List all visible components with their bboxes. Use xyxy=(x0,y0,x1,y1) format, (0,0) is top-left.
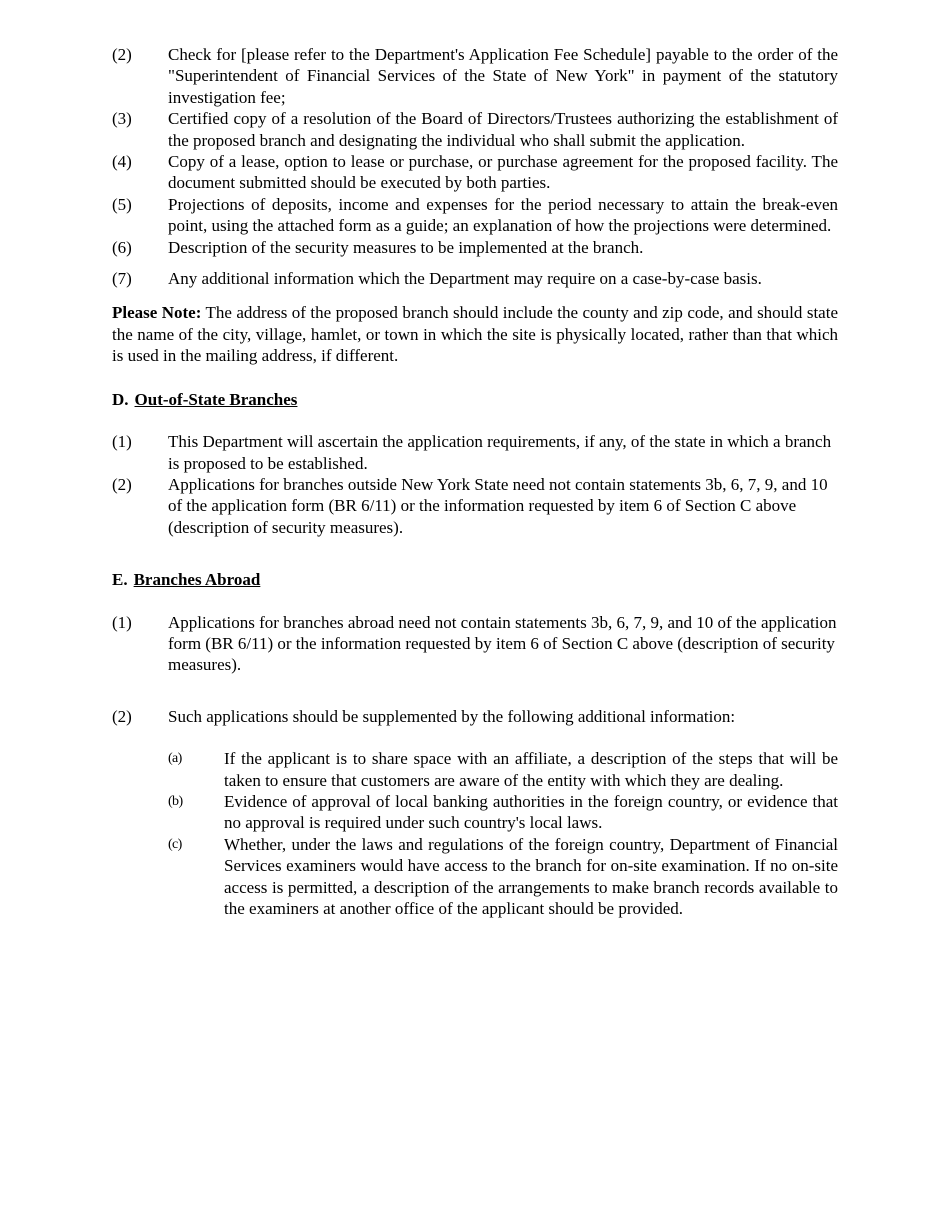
list-item-c2 xyxy=(112,44,838,108)
sub-list-item-b xyxy=(168,791,838,834)
item-number: (c) xyxy=(168,836,182,852)
section-letter: D. xyxy=(112,389,129,409)
item-number: (4) xyxy=(112,152,132,172)
document-page xyxy=(112,44,838,919)
list-item-e2 xyxy=(112,706,838,727)
item-number: (6) xyxy=(112,237,132,257)
item-text: Such applications should be supplemented by the following additional information: xyxy=(168,706,736,726)
item-number: (b) xyxy=(168,793,183,809)
item-text: If the applicant is to share space with an affiliate, a description of the steps that will be taken to ensure that customers are aware of the entity with which they are dealing. xyxy=(224,749,838,790)
section-heading-e xyxy=(112,569,838,590)
sub-list-item-c xyxy=(168,834,838,920)
section-title: Out-of-State Branches xyxy=(134,389,298,409)
item-text: This Department will ascertain the application requirements, if any, of the state in which a branch is proposed to be established. xyxy=(168,432,832,473)
item-text: Description of the security measures to be implemented at the branch. xyxy=(168,237,644,257)
item-number: (7) xyxy=(112,269,132,289)
item-text: Projections of deposits, income and expenses for the period necessary to attain the break-even point, using the attached form as a guide; an explanation of how the projections were determined. xyxy=(168,194,838,236)
sub-list xyxy=(168,748,838,919)
note-text: The address of the proposed branch should include the county and zip code, and should state the name of the city, village, hamlet, or town in which the site is physically located, rather than that which is used in the mailing address, if different. xyxy=(112,303,838,366)
item-number: (2) xyxy=(112,45,132,64)
list-item-c6 xyxy=(112,237,838,258)
item-number: (2) xyxy=(112,474,132,494)
section-title: Branches Abroad xyxy=(133,570,261,590)
item-text: Any additional information which the Department may require on a case-by-case basis. xyxy=(168,269,762,289)
please-note-paragraph xyxy=(112,302,838,366)
item-text: Copy of a lease, option to lease or purchase, or purchase agreement for the proposed facility. The document submitted should be executed by both parties. xyxy=(168,152,838,193)
sub-list-item-a xyxy=(168,748,838,791)
item-number: (1) xyxy=(112,432,132,452)
item-number: (3) xyxy=(112,109,132,129)
item-number: (5) xyxy=(112,194,132,214)
list-item-c7 xyxy=(112,268,838,289)
list-item-c3 xyxy=(112,108,838,151)
item-number: (2) xyxy=(112,706,132,726)
list-item-c5 xyxy=(112,194,838,237)
item-text: Certified copy of a resolution of the Board of Directors/Trustees authorizing the establishment of the proposed branch and designating the individual who shall submit the application. xyxy=(168,109,838,150)
item-text: Applications for branches abroad need not contain statements 3b, 6, 7, 9, and 10 of the application form (BR 6/11) or the information requested by item 6 of Section C above (description of security measures). xyxy=(168,612,837,675)
section-heading-d xyxy=(112,389,838,410)
item-text: Applications for branches outside New York State need not contain statements 3b, 6, 7, 9, and 10 of the application form (BR 6/11) or the information requested by item 6 of Section C above (description of security measures). xyxy=(168,474,828,537)
note-label: Please Note: xyxy=(112,303,202,323)
list-item-e1 xyxy=(112,612,838,676)
item-text: Evidence of approval of local banking authorities in the foreign country, or evidence that no approval is required under such country's local laws. xyxy=(224,791,838,833)
list-item-c4 xyxy=(112,151,838,194)
item-number: (a) xyxy=(168,751,182,767)
section-letter: E. xyxy=(112,570,128,590)
item-text: Whether, under the laws and regulations of the foreign country, Department of Financial Services examiners would have access to the branch for on-site examination. If no on-site access is permitted, a description of the arrangements to make branch records available to the examiners at another office of the applicant should be provided. xyxy=(224,834,838,918)
item-number: (1) xyxy=(112,612,132,632)
list-item-d2 xyxy=(112,474,838,538)
list-item-d1 xyxy=(112,431,838,474)
item-text: Check for [please refer to the Department's Application Fee Schedule] payable to the order of the "Superintendent of Financial Services of the State of New York" in payment of the statutory investigation fee; xyxy=(168,45,838,107)
